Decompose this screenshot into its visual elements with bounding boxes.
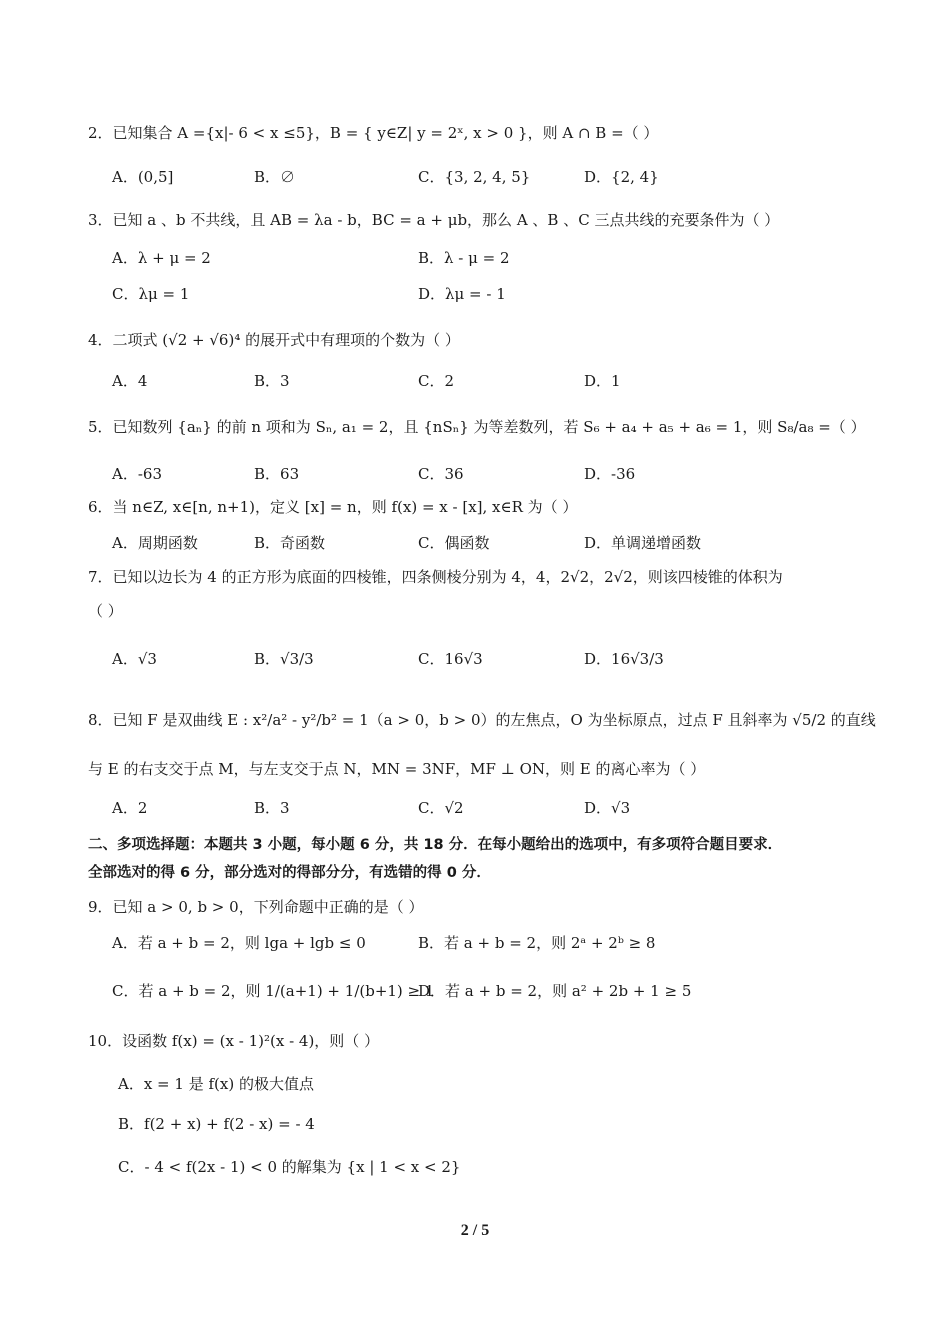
question-10-stem: 10．设函数 f(x) = (x - 1)²(x - 4)，则（ ） bbox=[88, 1032, 380, 1050]
question-6-option-a: A．周期函数 bbox=[112, 534, 198, 552]
question-9-option-b: B．若 a + b = 2，则 2ᵃ + 2ᵇ ≥ 8 bbox=[418, 934, 656, 952]
question-6-option-b: B．奇函数 bbox=[254, 534, 326, 552]
question-5-stem: 5．已知数列 {aₙ} 的前 n 项和为 Sₙ, a₁ = 2，且 {nSₙ} 为等差数列，若 S₆ + a₄ + a₅ + a₆ = 1，则 S₈/a₈ =（ ） bbox=[88, 418, 866, 436]
question-10-option-c: C．- 4 < f(2x - 1) < 0 的解集为 {x | 1 < x < 2} bbox=[118, 1158, 461, 1176]
question-7-option-a: A．√3 bbox=[112, 650, 157, 668]
question-9-option-d: D．若 a + b = 2，则 a² + 2b + 1 ≥ 5 bbox=[418, 982, 692, 1000]
question-3-option-b: B．λ - μ = 2 bbox=[418, 249, 510, 267]
question-9-option-a: A．若 a + b = 2，则 lga + lgb ≤ 0 bbox=[112, 934, 366, 952]
question-3-option-c: C．λμ = 1 bbox=[112, 285, 190, 303]
question-7-option-c: C．16√3 bbox=[418, 650, 483, 668]
question-2-stem: 2．已知集合 A ={x|- 6 < x ≤5}，B = { y∈Z| y = 2ˣ, x > 0 }，则 A ∩ B =（ ） bbox=[88, 124, 659, 142]
question-3-stem: 3．已知 a 、b 不共线，且 AB = λa - b，BC = a + μb，那么 A 、B 、C 三点共线的充要条件为（ ） bbox=[88, 211, 780, 229]
question-5-option-b: B．63 bbox=[254, 465, 300, 483]
question-10-option-a: A．x = 1 是 f(x) 的极大值点 bbox=[118, 1075, 314, 1093]
question-3-option-d: D．λμ = - 1 bbox=[418, 285, 506, 303]
question-4-option-d: D．1 bbox=[584, 372, 621, 390]
question-8-option-d: D．√3 bbox=[584, 799, 631, 817]
question-7-stem: 7．已知以边长为 4 的正方形为底面的四棱锥，四条侧棱分别为 4，4，2√2，2√2，则该四棱锥的体积为 bbox=[88, 568, 783, 586]
section-2-heading-line-1: 二、多项选择题：本题共 3 小题，每小题 6 分，共 18 分．在每小题给出的选项中，有多项符合题目要求． bbox=[88, 837, 783, 853]
question-8-option-b: B．3 bbox=[254, 799, 290, 817]
question-2-option-d: D．{2, 4} bbox=[584, 168, 659, 186]
question-4-option-b: B．3 bbox=[254, 372, 290, 390]
question-7-option-d: D．16√3/3 bbox=[584, 650, 664, 668]
question-5-option-c: C．36 bbox=[418, 465, 464, 483]
question-5-option-a: A．-63 bbox=[112, 465, 162, 483]
question-2-option-b: B．∅ bbox=[254, 168, 296, 186]
question-6-option-d: D．单调递增函数 bbox=[584, 534, 702, 552]
question-6-option-c: C．偶函数 bbox=[418, 534, 490, 552]
question-10-option-b: B．f(2 + x) + f(2 - x) = - 4 bbox=[118, 1115, 315, 1133]
question-6-stem: 6．当 n∈Z, x∈[n, n+1)，定义 [x] = n，则 f(x) = x - [x], x∈R 为（ ） bbox=[88, 498, 578, 516]
page-number: 2 / 5 bbox=[460, 1222, 490, 1239]
question-5-option-d: D．-36 bbox=[584, 465, 636, 483]
question-8-stem-cont: 与 E 的右支交于点 M，与左支交于点 N，MN = 3NF，MF ⊥ ON，则 E 的离心率为（ ） bbox=[88, 760, 706, 778]
question-8-stem: 8．已知 F 是双曲线 E : x²/a² - y²/b² = 1（a > 0，b > 0）的左焦点，O 为坐标原点，过点 F 且斜率为 √5/2 的直线 bbox=[88, 711, 876, 729]
question-4-option-c: C．2 bbox=[418, 372, 455, 390]
question-3-option-a: A．λ + μ = 2 bbox=[112, 249, 211, 267]
question-2-option-a: A．(0,5] bbox=[112, 168, 174, 186]
question-9-option-c: C．若 a + b = 2，则 1/(a+1) + 1/(b+1) ≥ 1 bbox=[112, 982, 435, 1000]
question-4-stem: 4．二项式 (√2 + √6)⁴ 的展开式中有理项的个数为（ ） bbox=[88, 331, 460, 349]
question-8-option-c: C．√2 bbox=[418, 799, 464, 817]
question-8-option-a: A．2 bbox=[112, 799, 148, 817]
question-4-option-a: A．4 bbox=[112, 372, 148, 390]
question-2-option-c: C．{3, 2, 4, 5} bbox=[418, 168, 531, 186]
section-2-heading-line-2: 全部选对的得 6 分，部分选对的得部分分，有选错的得 0 分． bbox=[88, 865, 491, 881]
question-9-stem: 9．已知 a > 0, b > 0，下列命题中正确的是（ ） bbox=[88, 898, 424, 916]
question-7-stem-cont: （ ） bbox=[88, 602, 123, 620]
question-7-option-b: B．√3/3 bbox=[254, 650, 314, 668]
